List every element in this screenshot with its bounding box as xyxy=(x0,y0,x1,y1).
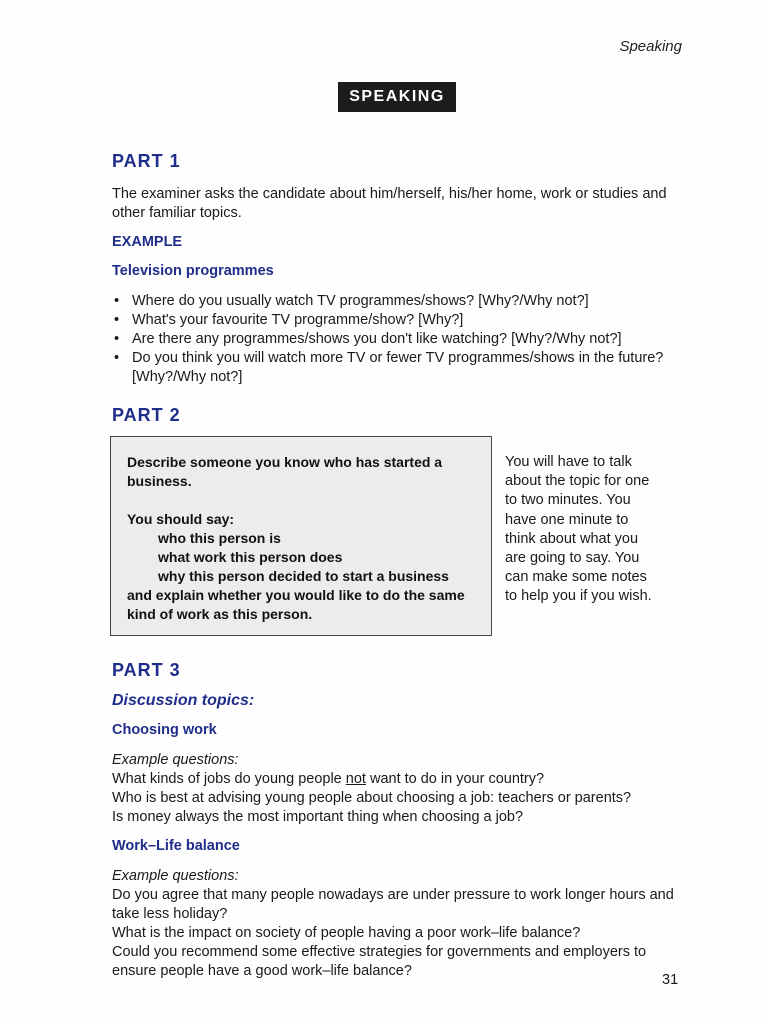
part1-heading: PART 1 xyxy=(112,151,181,171)
topic-question: Is money always the most important thing when choosing a job? xyxy=(112,809,524,825)
topic-question: What kinds of jobs do young people not want to do in your country? xyxy=(112,771,545,787)
list-item: • What's your favourite TV programme/show? [Why?] xyxy=(114,312,464,328)
cue-card-point: why this person decided to start a business xyxy=(158,568,449,584)
example-questions-label: Example questions: xyxy=(112,752,239,768)
topic-question: Who is best at advising young people about choosing a job: teachers or parents? xyxy=(112,790,632,806)
running-head: Speaking xyxy=(619,38,682,55)
emphasis-underline: not xyxy=(345,771,366,787)
cue-card-point: who this person is xyxy=(158,530,281,546)
part1-topic: Television programmes xyxy=(112,263,274,279)
part2-heading: PART 2 xyxy=(112,405,181,425)
bullet-icon: • xyxy=(114,293,120,309)
topic-title: Work–Life balance xyxy=(112,838,240,854)
part3-heading: PART 3 xyxy=(112,660,181,680)
cue-card xyxy=(110,436,492,636)
topic-question: Do you agree that many people nowadays are under pressure to work longer hours and take less holiday? xyxy=(112,887,674,922)
cue-card-explain: and explain whether you would like to do the same kind of work as this person. xyxy=(127,587,465,622)
example-questions-label: Example questions: xyxy=(112,868,239,884)
section-banner: SPEAKING xyxy=(338,82,456,112)
cue-card-content xyxy=(127,453,477,624)
list-item: • Do you think you will watch more TV or fewer TV programmes/shows in the future? [Why?/Why not?] xyxy=(114,350,664,385)
topic-question: Could you recommend some effective strategies for governments and employers to ensure people have a good work–life balance? xyxy=(112,944,647,979)
bullet-icon: • xyxy=(114,312,120,328)
bullet-icon: • xyxy=(114,331,120,347)
list-item: • Are there any programmes/shows you don't like watching? [Why?/Why not?] xyxy=(114,331,622,347)
part3-discussion-label: Discussion topics: xyxy=(112,692,255,709)
part1-question-list xyxy=(112,292,672,387)
topic-question: What is the impact on society of people having a poor work–life balance? xyxy=(112,925,581,941)
part2-instructions: You will have to talk about the topic for one to two minutes. You have one minute to think about what you are going to say. You can make some notes to help you if you wish. xyxy=(505,454,652,605)
cue-card-task: Describe someone you know who has started a business. xyxy=(127,454,443,489)
topic-title: Choosing work xyxy=(112,722,217,738)
bullet-icon: • xyxy=(114,350,120,366)
list-item: • Where do you usually watch TV programmes/shows? [Why?/Why not?] xyxy=(114,293,589,309)
cue-card-should-say: You should say: xyxy=(127,511,235,527)
part1-intro: The examiner asks the candidate about him/herself, his/her home, work or studies and other familiar topics. xyxy=(112,186,667,221)
cue-card-point: what work this person does xyxy=(158,549,343,565)
part1-example-label: EXAMPLE xyxy=(112,234,183,250)
page-number: 31 xyxy=(662,972,679,988)
